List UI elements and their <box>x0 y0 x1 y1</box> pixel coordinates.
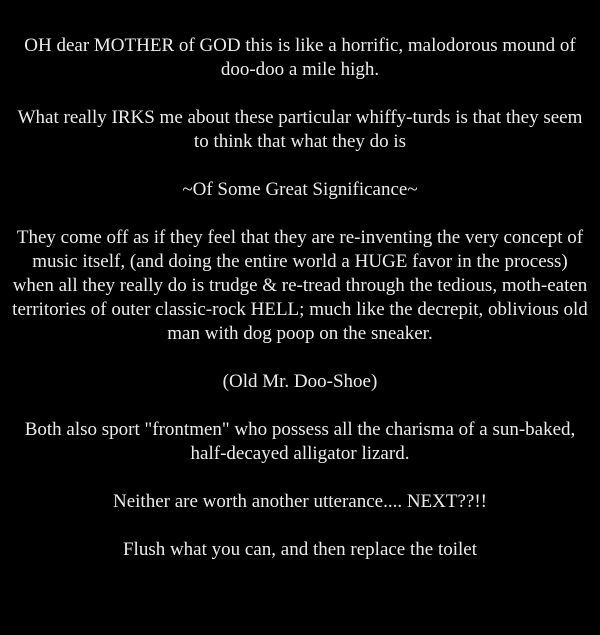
paragraph-opening: OH dear MOTHER of GOD this is like a horrific, malodorous mound of doo-doo a mile high. <box>24 35 576 80</box>
paragraph-next: Neither are worth another utterance.... NEXT??!! <box>112 491 487 512</box>
paragraph-doo-shoe: (Old Mr. Doo-Shoe) <box>222 371 378 392</box>
paragraph-flush: Flush what you can, and then replace the toilet <box>122 539 478 560</box>
paragraph-reinventing: They come off as if they feel that they are re-inventing the very concept of music itself, (and doing the entire world a HUGE favor in the process) when all they really do is trudge & re-tread through the tedious, moth-eaten territories of outer classic-rock HELL; much like the decrepit, oblivious old man with dog poop on the sneaker. <box>12 227 588 344</box>
paragraph-irks: What really IRKS me about these particular whiffy-turds is that they seem to think that what they do is <box>17 107 583 152</box>
paragraph-frontmen: Both also sport "frontmen" who possess all the charisma of a sun-baked, half-decayed alligator lizard. <box>24 419 576 464</box>
paragraph-significance: ~Of Some Great Significance~ <box>182 179 418 200</box>
